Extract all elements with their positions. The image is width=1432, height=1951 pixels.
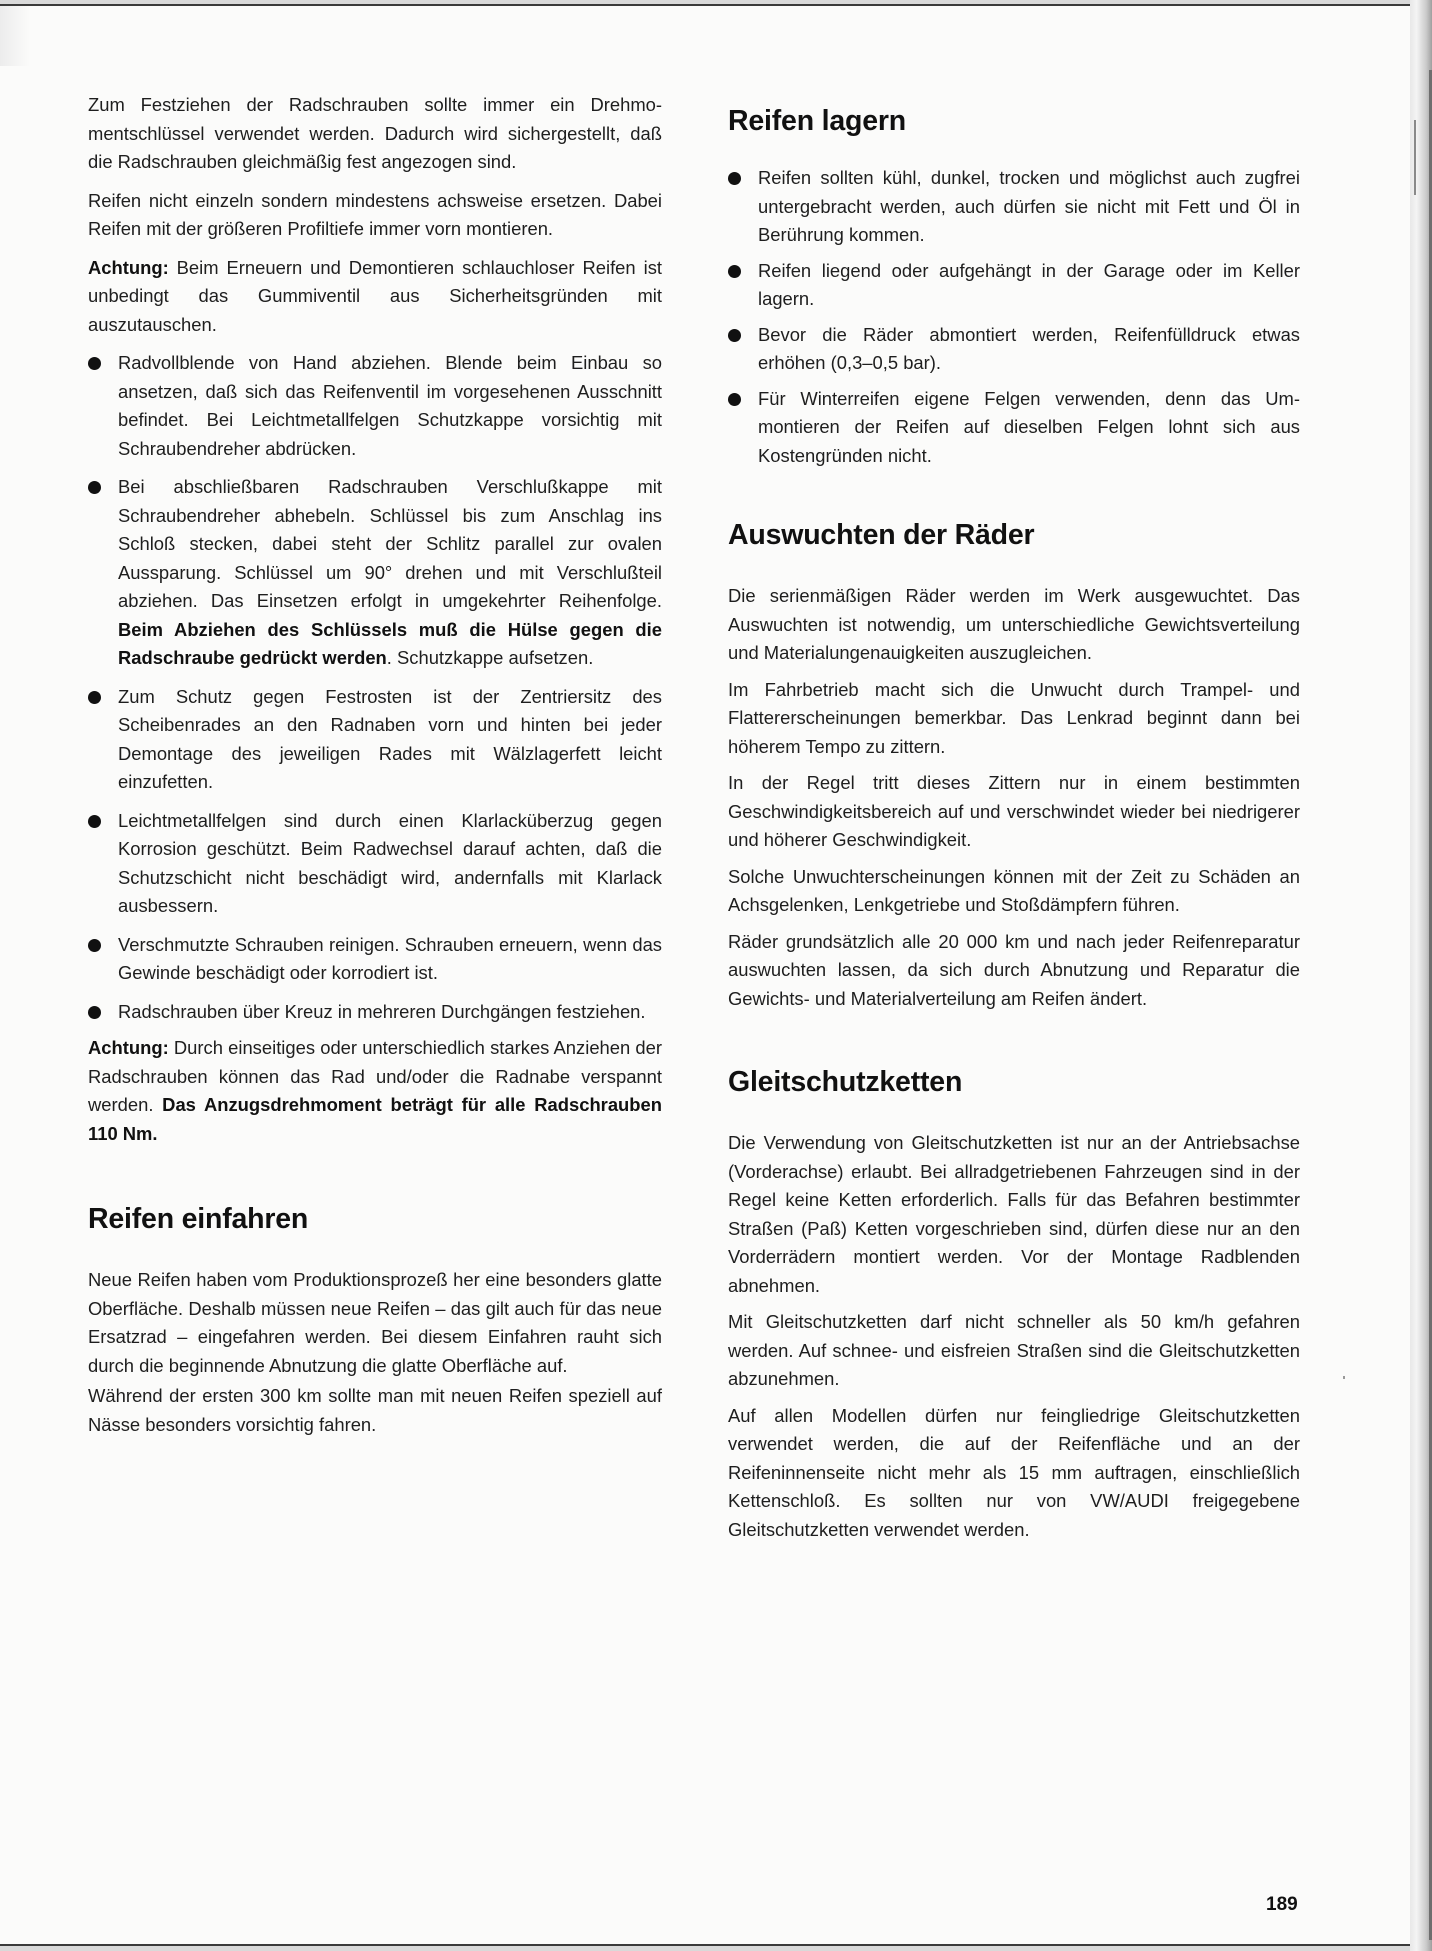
list-item-text: Radvollblende von Hand abziehen. Blende beim Einbau so ansetzen, daß sich das Reifenventil im vorgesehenen Ausschnitt befindet. Bei Leichtmetallfelgen Schutzkappe vorsichtig mit Schraubendreher abdrücken.	[118, 352, 662, 459]
wheel-change-bullet-list	[88, 349, 662, 1026]
list-item	[88, 807, 662, 921]
list-item-text: Zum Schutz gegen Festrosten ist der Zentriersitz des Scheibenrades an den Radnaben vorn und hinten bei jeder Demontage des jeweiligen Rades mit Wälzlagerfett leicht einzufetten.	[118, 685, 662, 792]
list-item-text: Leichtmetallfelgen sind durch einen Klarlacküberzug gegen Korrosion geschützt. Beim Radwechsel darauf achten, daß die Schutzschicht nicht beschädigt wird, andernfalls mit Klarlack ausbessern.	[118, 809, 662, 916]
list-item-text: Reifen liegend oder aufgehängt in der Garage oder im Keller lagern.	[758, 259, 1300, 309]
paragraph: Neue Reifen haben vom Produktionsprozeß her eine besonders glatte Oberfläche. Deshalb müssen neue Reifen – das gilt auch für das neue Ersatzrad – eingefahren werden. Bei diesem Einfahren rauht sich durch die beginnende Abnutzung die glatte Oberfläche auf.	[88, 1269, 662, 1376]
page-corner-shadow	[0, 6, 30, 66]
paragraph: Im Fahrbetrieb macht sich die Unwucht durch Trampel- und Flattererscheinungen bemerkbar. Das Lenkrad beginnt dann bei höherem Tempo zu zittern.	[728, 678, 1300, 757]
bullet-icon	[88, 1006, 101, 1019]
bullet-icon	[88, 815, 101, 828]
warning-bold-text: Das Anzugsdrehmoment beträgt für alle Radschrauben 110 Nm.	[88, 1094, 662, 1144]
section-heading-auswuchten: Auswuchten der Räder	[728, 519, 1035, 551]
paragraph: Auf allen Modellen dürfen nur feingliedrige Gleitschutzketten verwendet werden, die auf der Reifenfläche und an der Reifeninnenseite nicht mehr als 15 mm auftragen, einschließlich Kettenschloß. Es sollten nur von VW/AUDI freigegebene Gleitschutzketten verwendet werden.	[728, 1404, 1300, 1540]
warning-text: Beim Erneuern und Demontieren schlauchloser Reifen ist unbedingt das Gummiventil aus Sicherheitsgründen mit auszutauschen.	[88, 256, 662, 335]
print-speck	[1343, 1376, 1345, 1379]
warning-text: Durch einseitiges oder unterschiedlich starkes Anziehen der Radschrauben können das Rad und/oder die Radnabe verspannt werden.	[88, 1037, 662, 1115]
list-item-bold-text: Beim Abziehen des Schlüssels muß die Hülse gegen die Radschraube gedrückt werden	[118, 618, 662, 668]
intro-paragraph-torque-wrench: Zum Festziehen der Radschrauben sollte immer ein Drehmomentschlüssel verwendet werden. Dadurch wird sichergestellt, daß die Radschrauben gleichmäßig fest angezogen sind.	[88, 94, 662, 172]
list-item	[728, 321, 1300, 378]
list-item-tail-text: . Schutzkappe aufsetzen.	[386, 647, 594, 668]
bullet-icon	[728, 172, 741, 185]
list-item	[88, 931, 662, 988]
page-number: 189	[1266, 1894, 1298, 1915]
list-item	[728, 257, 1300, 314]
paragraph: Solche Unwuchterscheinungen können mit der Zeit zu Schäden an Achsgelenken, Lenkgetriebe und Stoßdämpfern führen.	[728, 865, 1300, 915]
left-column	[88, 91, 662, 1447]
paragraph: Mit Gleitschutzketten darf nicht schneller als 50 km/h gefahren werden. Auf schnee- und eisfreien Straßen sind die Gleitschutzketten abzunehmen.	[728, 1311, 1300, 1389]
right-column	[728, 104, 1300, 1552]
bullet-icon	[88, 691, 101, 704]
bullet-icon	[728, 329, 741, 342]
list-item	[728, 164, 1300, 250]
section-heading-reifen-lagern: Reifen lagern	[728, 105, 906, 137]
paragraph: Die serienmäßigen Räder werden im Werk ausgewuchtet. Das Auswuchten ist notwendig, um unterschiedliche Gewichtsverteilung und Materialungenauigkeiten auszugleichen.	[728, 585, 1300, 663]
list-item-text: Verschmutzte Schrauben reinigen. Schrauben erneuern, wenn das Gewinde beschädigt oder korrodiert ist.	[118, 933, 662, 983]
bullet-icon	[88, 939, 101, 952]
warning-torque	[88, 1034, 662, 1148]
list-item	[88, 683, 662, 797]
section-heading-reifen-einfahren: Reifen einfahren	[88, 1203, 309, 1235]
list-item-text: Bevor die Räder abmontiert werden, Reifenfülldruck etwas erhöhen (0,3–0,5 bar).	[758, 323, 1300, 373]
list-item	[88, 349, 662, 463]
paragraph: Während der ersten 300 km sollte man mit neuen Reifen speziell auf Nässe besonders vorsichtig fahren.	[88, 1385, 662, 1435]
list-item	[88, 473, 662, 673]
bullet-icon	[88, 357, 101, 370]
warning-label: Achtung:	[88, 256, 169, 278]
bullet-icon	[88, 481, 101, 494]
section-heading-gleitschutzketten: Gleitschutzketten	[728, 1066, 963, 1098]
page-tab-mark	[1414, 120, 1416, 195]
bullet-icon	[728, 265, 741, 278]
intro-paragraph-replace-axle: Reifen nicht einzeln sondern mindestens achsweise ersetzen. Dabei Reifen mit der größeren Profiltiefe immer vorn montieren.	[88, 189, 662, 239]
list-item	[88, 998, 662, 1027]
bullet-icon	[728, 393, 741, 406]
list-item-text: Für Winterreifen eigene Felgen verwenden, denn das Ummontieren der Reifen auf dieselben Felgen lohnt sich aus Kostengründen nicht.	[758, 387, 1300, 466]
list-item-text: Bei abschließbaren Radschrauben Verschlußkappe mit Schraubendreher abhebeln. Schlüssel bis zum Anschlag ins Schloß stecken, dabei steht der Schlitz parallel zur ovalen Aussparung. Schlüssel um 90° drehen und mit Verschlußteil abziehen. Das Einsetzen erfolgt in umgekehrter Reihenfolge.	[118, 476, 662, 611]
list-item	[728, 385, 1300, 471]
warning-valve	[88, 254, 662, 340]
paragraph: Räder grundsätzlich alle 20 000 km und nach jeder Reifenreparatur auswuchten lassen, da sich durch Abnutzung und Reparatur die Gewichts- und Materialverteilung am Reifen ändert.	[728, 930, 1300, 1009]
page-edge-binding	[1410, 0, 1432, 1951]
paragraph: In der Regel tritt dieses Zittern nur in einem bestimmten Geschwindigkeitsbereich auf und verschwindet wieder bei niedrigerer und höherer Geschwindigkeit.	[728, 772, 1300, 850]
warning-label: Achtung:	[88, 1037, 169, 1058]
storage-bullet-list	[728, 164, 1300, 470]
list-item-text: Radschrauben über Kreuz in mehreren Durchgängen festziehen.	[118, 1000, 646, 1022]
list-item-text: Reifen sollten kühl, dunkel, trocken und möglichst auch zugfrei untergebracht werden, auch dürfen sie nicht mit Fett und Öl in Berührung kommen.	[758, 167, 1300, 245]
paragraph: Die Verwendung von Gleitschutzketten ist nur an der Antriebsachse (Vorderachse) erlaubt. Bei allradgetriebenen Fahrzeugen sind in der Regel keine Ketten erforderlich. Falls für das Befahren bestimmter Straßen (Paß) Ketten vorgeschrieben sind, dürfen diese nur an den Vorderrädern montiert werden. Vor der Montage Radblenden abnehmen.	[728, 1132, 1300, 1296]
